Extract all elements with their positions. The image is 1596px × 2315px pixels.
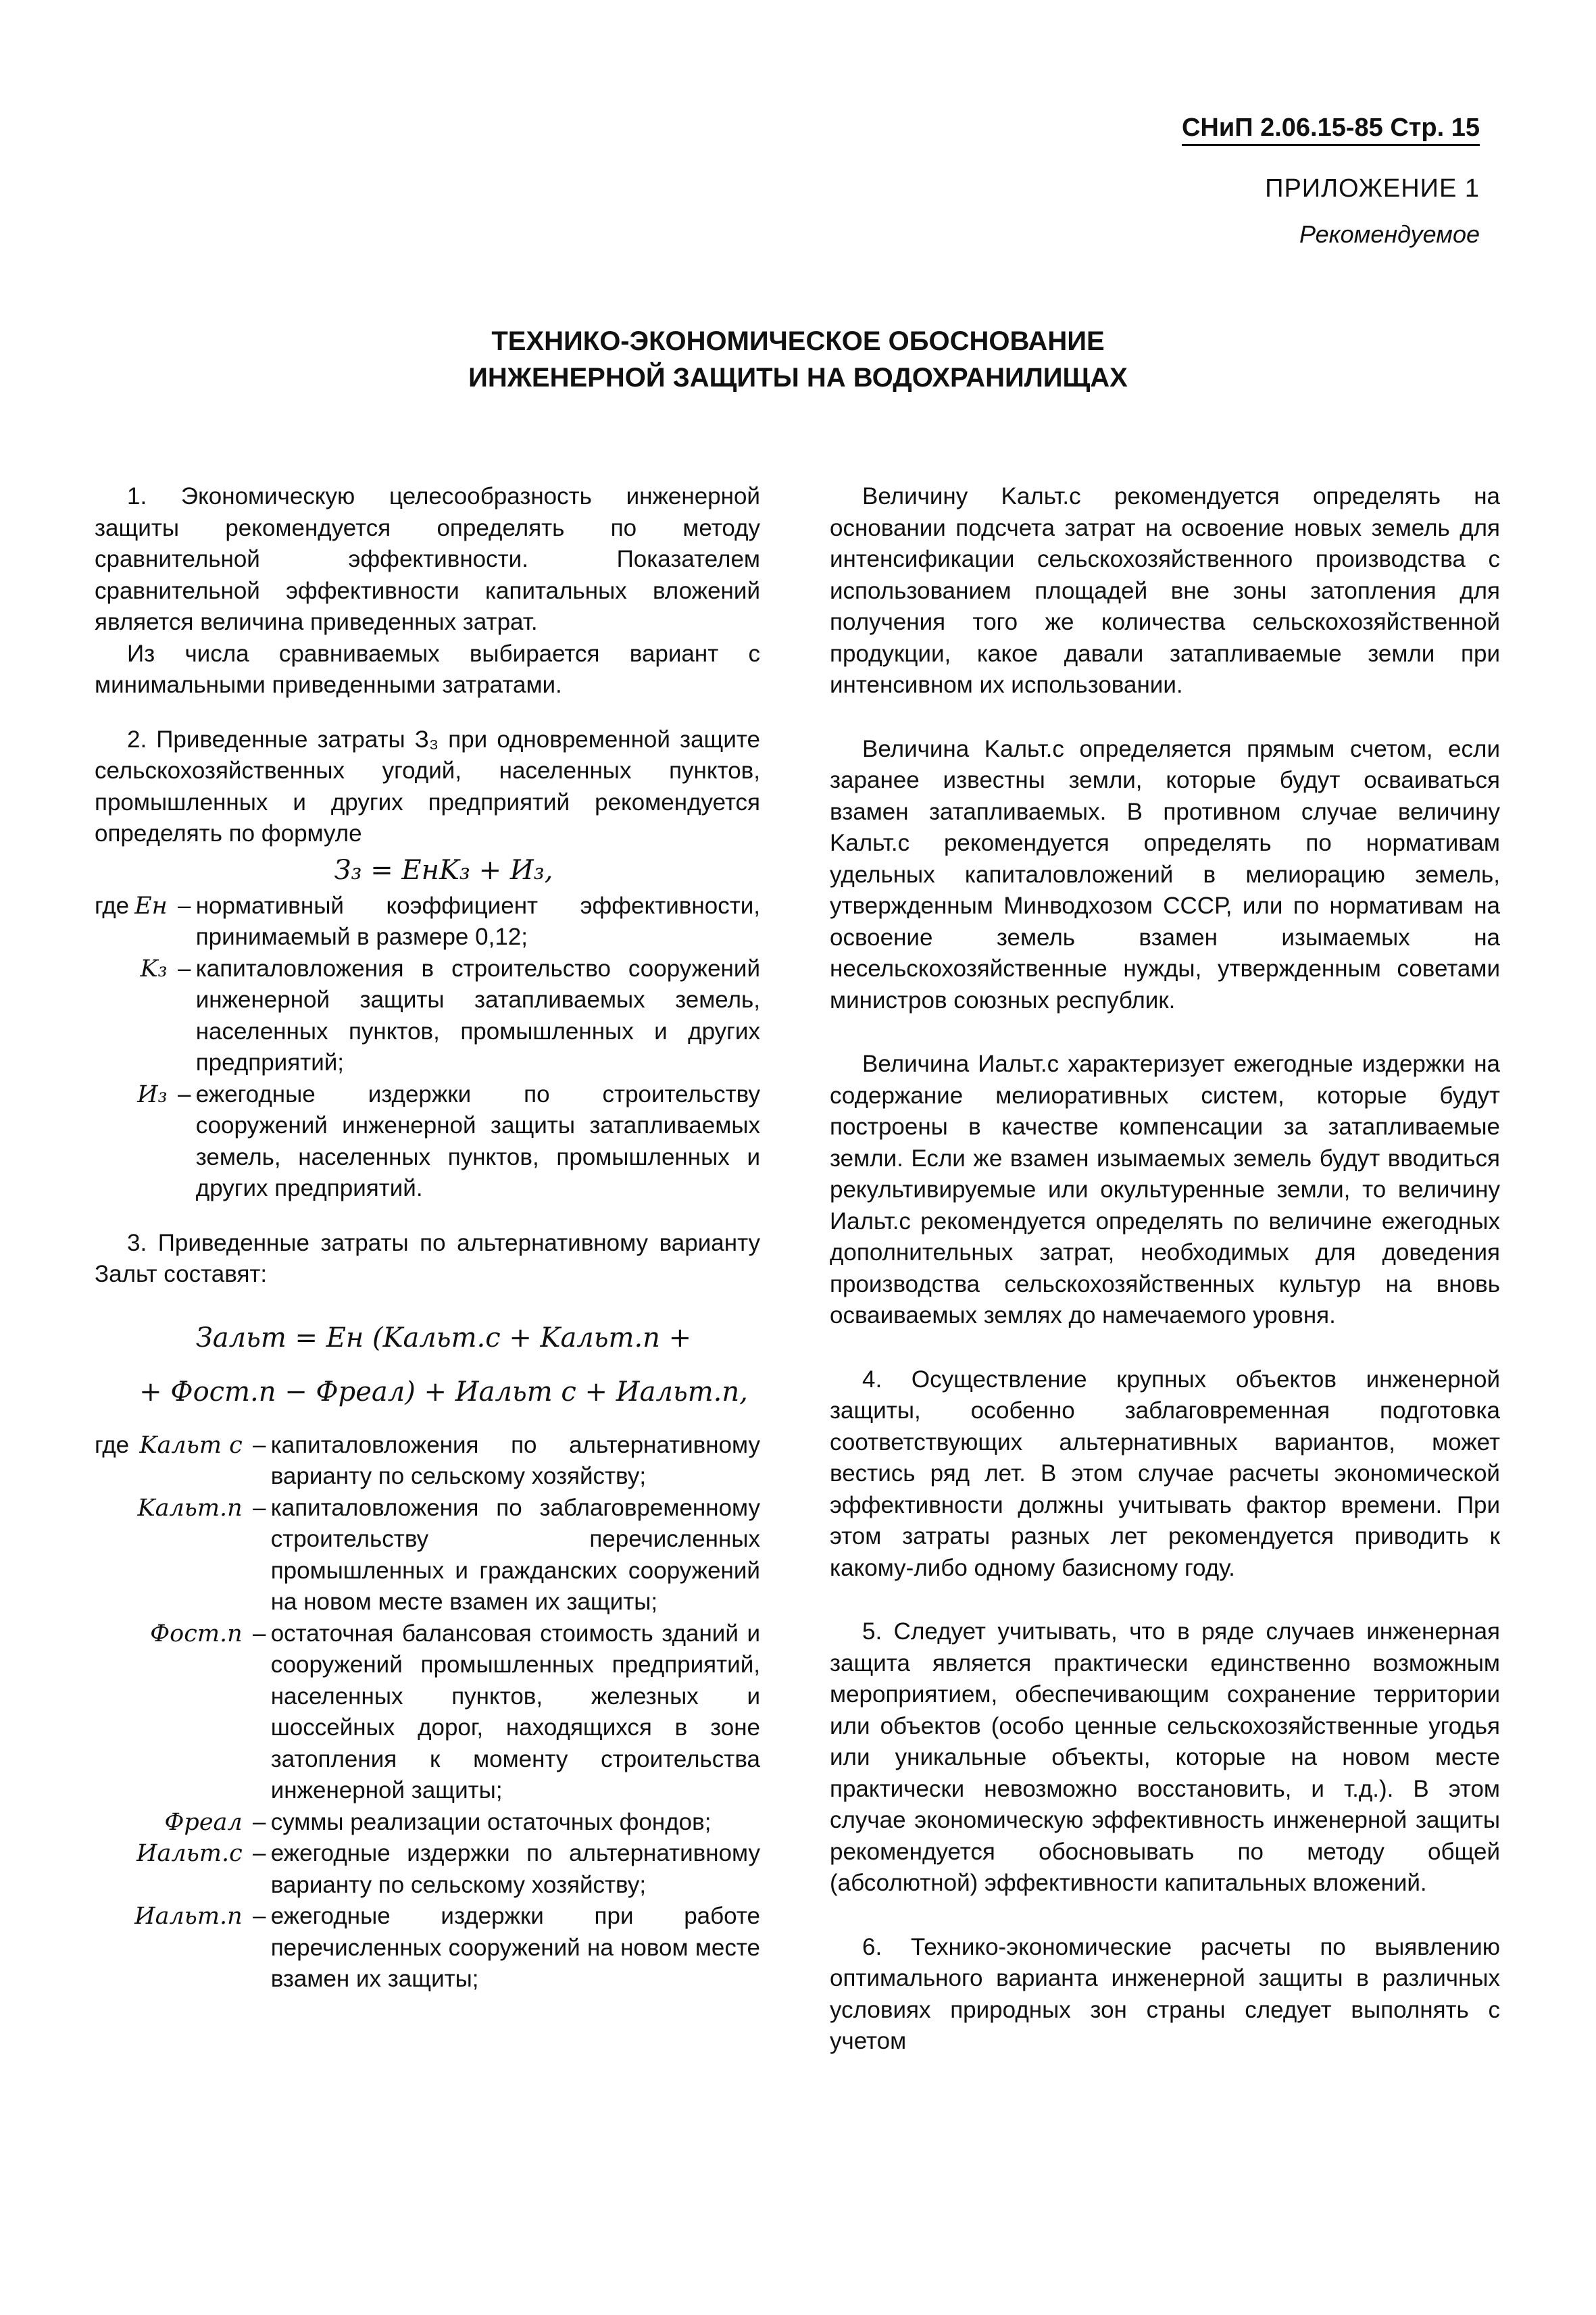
document-title [0, 323, 1596, 396]
definition-row: Фреал – суммы реализации остаточных фондов; [95, 1807, 760, 1839]
where-label: где [95, 1431, 130, 1458]
definition-text: капиталовложения в строительство сооружений инженерной защиты затапливаемых земель, населенных пунктов, промышленных и других предприятий; [195, 955, 760, 1076]
definition-row: Фост.п – остаточная балансовая стоимость зданий и сооружений промышленных предприятий, населенных пунктов, железных и шоссейных дорог, находящихся в зоне затопления к моменту строительства инженерной защиты; [95, 1618, 760, 1807]
definition-symbol: Иальт.с [136, 1840, 243, 1867]
definition-symbol: K₃ [140, 955, 168, 982]
formula-reduced-costs: З₃ = EнK₃ + И₃, [334, 854, 553, 886]
paragraph-1: 1. Экономическую целесообразность инженерной защиты рекомендуется определять по методу сравнительной эффективности. Показателем сравнительной эффективности капитальных вложений является величина приведенных затрат. [95, 483, 760, 635]
definitions-formula-2 [95, 1430, 760, 1995]
definition-text: остаточная балансовая стоимость зданий и сооружений промышленных предприятий, населенных пунктов, железных и шоссейных дорог, находящихся в зоне затопления к моменту строительства инженерной защиты; [270, 1620, 760, 1803]
definition-row: Kальт.п – капиталовложения по заблаговременному строительству перечисленных промышленных и гражданских сооружений на новом месте взамен их защиты; [95, 1493, 760, 1618]
definition-row: И₃ – ежегодные издержки по строительству сооружений инженерной защиты затапливаемых земель, населенных пунктов, промышленных и других предприятий. [95, 1079, 760, 1205]
paragraph-4: 4. Осуществление крупных объектов инженерной защиты, особенно заблаговременная подготовка соответствующих альтернативных вариантов, может вестись ряд лет. В этом случае расчеты экономической эффективности должны учитывать фактор времени. При этом затраты разных лет рекомендуется приводить к какому-либо одному базисному году. [830, 1366, 1500, 1581]
definition-symbol: Фост.п [150, 1620, 243, 1647]
definition-symbol: Иальт.п [134, 1903, 243, 1930]
title-line-2: ИНЖЕНЕРНОЙ ЗАЩИТЫ НА ВОДОХРАНИЛИЩАХ [468, 363, 1128, 393]
definition-text: капиталовложения по альтернативному варианту по сельскому хозяйству; [270, 1431, 760, 1489]
paragraph-i-alt: Величина Иальт.с характеризует ежегодные издержки на содержание мелиоративных систем, которые будут построены в качестве компенсации за затапливаемые земли. Если же взамен изымаемых земель будут вводиться рекультивируемые или окультуренные земли, то величину Иальт.с рекомендуется определять по величине ежегодных дополнительных затрат, необходимых для доведения производства сельскохозяйственных культур на вновь осваиваемых землях до намечаемого уровня. [830, 1051, 1500, 1328]
definition-row: K₃ – капиталовложения в строительство сооружений инженерной защиты затапливаемых земель, населенных пунктов, промышленных и других предприятий; [95, 953, 760, 1079]
definition-text: ежегодные издержки по строительству сооружений инженерной защиты затапливаемых земель, населенных пунктов, промышленных и других предприятий. [195, 1080, 760, 1201]
definition-text: суммы реализации остаточных фондов; [270, 1808, 712, 1835]
paragraph-2: 2. Приведенные затраты З₃ при одновременной защите сельскохозяйственных угодий, населенных пунктов, промышленных и других предприятий рекомендуется определять по формуле [95, 726, 760, 847]
title-line-1: ТЕХНИКО-ЭКОНОМИЧЕСКОЕ ОБОСНОВАНИЕ [491, 326, 1105, 356]
definition-text: капиталовложения по заблаговременному строительству перечисленных промышленных и гражданских сооружений на новом месте взамен их защиты; [270, 1494, 760, 1615]
definition-symbol: Eн [134, 892, 168, 920]
definition-symbol: Kальт.п [137, 1494, 243, 1522]
appendix-label: ПРИЛОЖЕНИЕ 1 [1265, 174, 1480, 203]
definition-row: Иальт.п – ежегодные издержки при работе перечисленных сооружений на новом месте взамен их защиты; [95, 1901, 760, 1995]
definition-symbol: И₃ [137, 1080, 168, 1108]
definition-symbol: Kальт с [139, 1431, 243, 1459]
paragraph-6: 6. Технико-экономические расчеты по выявлению оптимального варианта инженерной защиты в различных условиях природных зон страны следует выполнять с учетом [830, 1933, 1500, 2054]
definition-text: ежегодные издержки по альтернативному варианту по сельскому хозяйству; [270, 1840, 760, 1898]
formula-alternative-line-2: + Фост.п − Фреал) + Иальт с + Иальт.п, [139, 1376, 748, 1408]
left-column [95, 481, 760, 1995]
right-column [830, 481, 1500, 2058]
definition-text: нормативный коэффициент эффективности, принимаемый в размере 0,12; [195, 892, 760, 950]
definition-row: где Eн – нормативный коэффициент эффективности, принимаемый в размере 0,12; [95, 891, 760, 953]
definition-symbol: Фреал [164, 1808, 243, 1836]
definitions-formula-1 [95, 891, 760, 1205]
paragraph-k-alt-calc: Величина Kальт.с определяется прямым счетом, если заранее известны земли, которые будут осваиваться взамен затапливаемых. В противном случае величину Kальт.с рекомендуется определять по нормативам удельных капиталовложений в мелиорацию земель, утвержденным Минводхозом СССР, или по нормативам на освоение земель взамен изымаемых на несельскохозяйственные нужды, утвержденным советами министров союзных республик. [830, 735, 1500, 1014]
paragraph-1-continued: Из числа сравниваемых выбирается вариант с минимальными приведенными затратами. [95, 640, 760, 698]
paragraph-5: 5. Следует учитывать, что в ряде случаев инженерная защита является практически единственно возможным мероприятием, обеспечивающим сохранение территории или объектов (особо ценные сельскохозяйственные угодья или уникальные объекты, которые на новом месте практически невозможно восстановить, и т.д.). В этом случае экономическую эффективность инженерной защиты рекомендуется обосновывать по методу общей (абсолютной) эффективности капитальных вложений. [830, 1618, 1500, 1896]
paragraph-3: 3. Приведенные затраты по альтернативному варианту Зальт составят: [95, 1229, 760, 1287]
definition-text: ежегодные издержки при работе перечисленных сооружений на новом месте взамен их защиты; [270, 1903, 760, 1992]
page-header [1182, 114, 1480, 146]
formula-alternative-line-1: Зальт = Eн (Kальт.с + Kальт.п + [195, 1322, 692, 1353]
appendix-status: Рекомендуемое [1299, 220, 1480, 248]
paragraph-k-alt: Величину Kальт.с рекомендуется определять на основании подсчета затрат на освоение новых земель для интенсификации сельскохозяйственного производства с использованием площадей вне зоны затопления для получения того же количества сельскохозяйственной продукции, какое давали затапливаемые земли при интенсивном их использовании. [830, 483, 1500, 698]
definition-row: Иальт.с – ежегодные издержки по альтернативному варианту по сельскому хозяйству; [95, 1838, 760, 1901]
document-reference: СНиП 2.06.15-85 Стр. 15 [1182, 114, 1480, 146]
definition-row: где Kальт с – капиталовложения по альтернативному варианту по сельскому хозяйству; [95, 1430, 760, 1493]
where-label: где [95, 892, 130, 919]
